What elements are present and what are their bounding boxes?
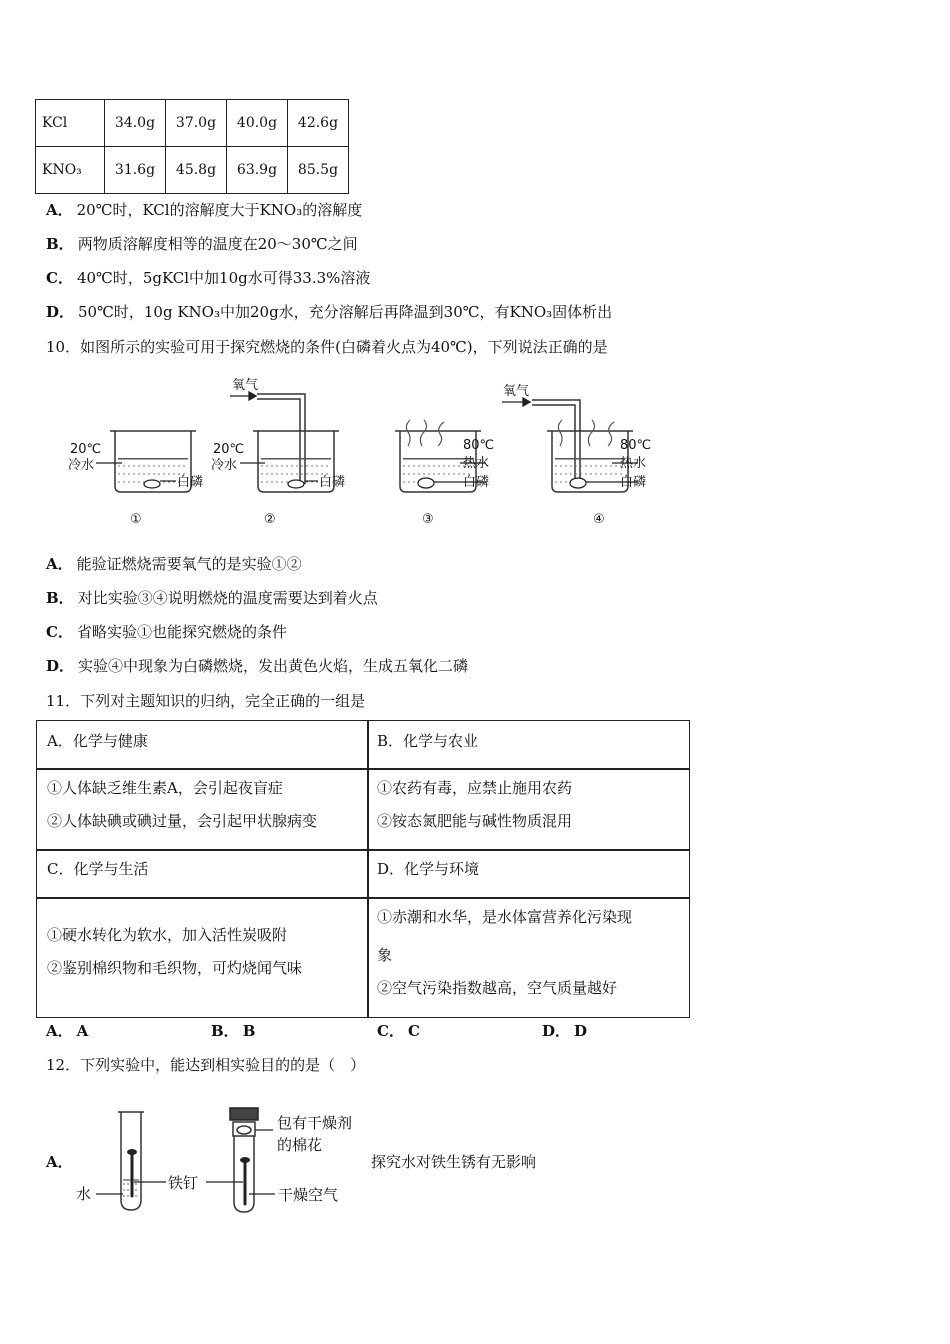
q11-answer-c: C． C bbox=[377, 1022, 420, 1040]
q10-option-a: A． 能验证燃烧需要氧气的是实验①② bbox=[46, 555, 302, 573]
q10-option-d: D． 实验④中现象为白磷燃烧，发出黄色火焰，生成五氧化二磷 bbox=[46, 657, 469, 675]
cell-a-title: A．化学与健康 bbox=[47, 732, 148, 750]
knowledge-table bbox=[36, 720, 690, 1018]
q11-answer-d: D． D bbox=[542, 1022, 588, 1040]
solubility-value: 31.6g bbox=[105, 147, 166, 194]
solubility-value: 63.9g bbox=[227, 147, 288, 194]
hot-water-label: 热水 bbox=[463, 456, 490, 471]
cell-d-item-2: ②空气污染指数越高，空气质量越好 bbox=[377, 979, 618, 997]
substance-name: KNO₃ bbox=[36, 147, 105, 194]
substance-name: KCl bbox=[36, 100, 105, 147]
table-row bbox=[36, 147, 349, 194]
cold-water-label: 冷水 bbox=[68, 458, 95, 473]
table-divider bbox=[37, 897, 689, 899]
solubility-value: 42.6g bbox=[288, 100, 349, 147]
q9-option-c: C． 40℃时，5gKCl中加10g水可得33.3%溶液 bbox=[46, 269, 371, 287]
experiment-number: ② bbox=[264, 512, 276, 527]
q11-answer-b: B． B bbox=[211, 1022, 256, 1040]
dry-air-label: 干燥空气 bbox=[278, 1186, 339, 1204]
temp-cold-label: 20℃ bbox=[70, 442, 102, 457]
q9-option-b: B． 两物质溶解度相等的温度在20～30℃之间 bbox=[46, 235, 358, 253]
solubility-value: 45.8g bbox=[166, 147, 227, 194]
solubility-value: 34.0g bbox=[105, 100, 166, 147]
desiccant-label: 包有干燥剂 bbox=[277, 1114, 353, 1132]
cell-d-item-1b: 象 bbox=[377, 946, 393, 964]
cell-c-item-2: ②鉴别棉织物和毛织物，可灼烧闻气味 bbox=[47, 959, 303, 977]
cell-b-title: B．化学与农业 bbox=[377, 732, 479, 750]
table-divider bbox=[37, 849, 689, 851]
temp-cold-label: 20℃ bbox=[213, 442, 245, 457]
experiment-number: ④ bbox=[593, 512, 605, 527]
table-row bbox=[36, 100, 349, 147]
cold-water-label: 冷水 bbox=[211, 458, 238, 473]
solubility-value: 40.0g bbox=[227, 100, 288, 147]
table-divider bbox=[367, 721, 369, 1017]
q12-stem: 12．下列实验中，能达到相实验目的的是（ ） bbox=[46, 1056, 366, 1074]
water-label: 水 bbox=[76, 1185, 92, 1203]
combustion-experiment-figure bbox=[60, 366, 670, 536]
white-p-label: 白磷 bbox=[620, 475, 647, 490]
cell-b-item-2: ②铵态氮肥能与碱性物质混用 bbox=[377, 812, 573, 830]
cell-c-title: C．化学与生活 bbox=[47, 860, 149, 878]
iron-rust-figure bbox=[70, 1100, 370, 1220]
white-p-label: 白磷 bbox=[177, 475, 204, 490]
cell-d-title: D．化学与环境 bbox=[377, 860, 480, 878]
q10-option-b: B． 对比实验③④说明燃烧的温度需要达到着火点 bbox=[46, 589, 378, 607]
desiccant-label: 的棉花 bbox=[277, 1136, 323, 1154]
temp-hot-label: 80℃ bbox=[463, 438, 495, 453]
q9-option-d: D． 50℃时，10g KNO₃中加20g水，充分溶解后再降温到30℃，有KNO₃固体析出 bbox=[46, 303, 613, 321]
q10-stem: 10．如图所示的实验可用于探究燃烧的条件(白磷着火点为40℃)，下列说法正确的是 bbox=[46, 338, 608, 356]
white-p-label: 白磷 bbox=[463, 475, 490, 490]
q12-option-a-label: A． bbox=[46, 1153, 73, 1171]
nail-label: 铁钉 bbox=[168, 1174, 199, 1192]
solubility-value: 85.5g bbox=[288, 147, 349, 194]
oxygen-label: 氧气 bbox=[503, 384, 530, 399]
solubility-value: 37.0g bbox=[166, 100, 227, 147]
q11-stem: 11．下列对主题知识的归纳，完全正确的一组是 bbox=[46, 692, 366, 710]
cell-c-item-1: ①硬水转化为软水，加入活性炭吸附 bbox=[47, 926, 288, 944]
experiment-number: ① bbox=[130, 512, 142, 527]
q11-answer-a: A． A bbox=[46, 1022, 89, 1040]
temp-hot-label: 80℃ bbox=[620, 438, 652, 453]
hot-water-label: 热水 bbox=[620, 456, 647, 471]
oxygen-label: 氧气 bbox=[232, 378, 259, 393]
cell-a-item-1: ①人体缺乏维生素A，会引起夜盲症 bbox=[47, 779, 283, 797]
q12-option-a-text: 探究水对铁生锈有无影响 bbox=[371, 1153, 537, 1171]
white-p-label: 白磷 bbox=[319, 475, 346, 490]
table-divider bbox=[37, 768, 689, 770]
cell-a-item-2: ②人体缺碘或碘过量，会引起甲状腺病变 bbox=[47, 812, 318, 830]
solubility-table bbox=[35, 99, 349, 194]
experiment-number: ③ bbox=[422, 512, 434, 527]
q10-option-c: C． 省略实验①也能探究燃烧的条件 bbox=[46, 623, 287, 641]
cell-b-item-1: ①农药有毒，应禁止施用农药 bbox=[377, 779, 573, 797]
q9-option-a: A． 20℃时，KCl的溶解度大于KNO₃的溶解度 bbox=[46, 201, 363, 219]
cell-d-item-1a: ①赤潮和水华，是水体富营养化污染现 bbox=[377, 908, 633, 926]
